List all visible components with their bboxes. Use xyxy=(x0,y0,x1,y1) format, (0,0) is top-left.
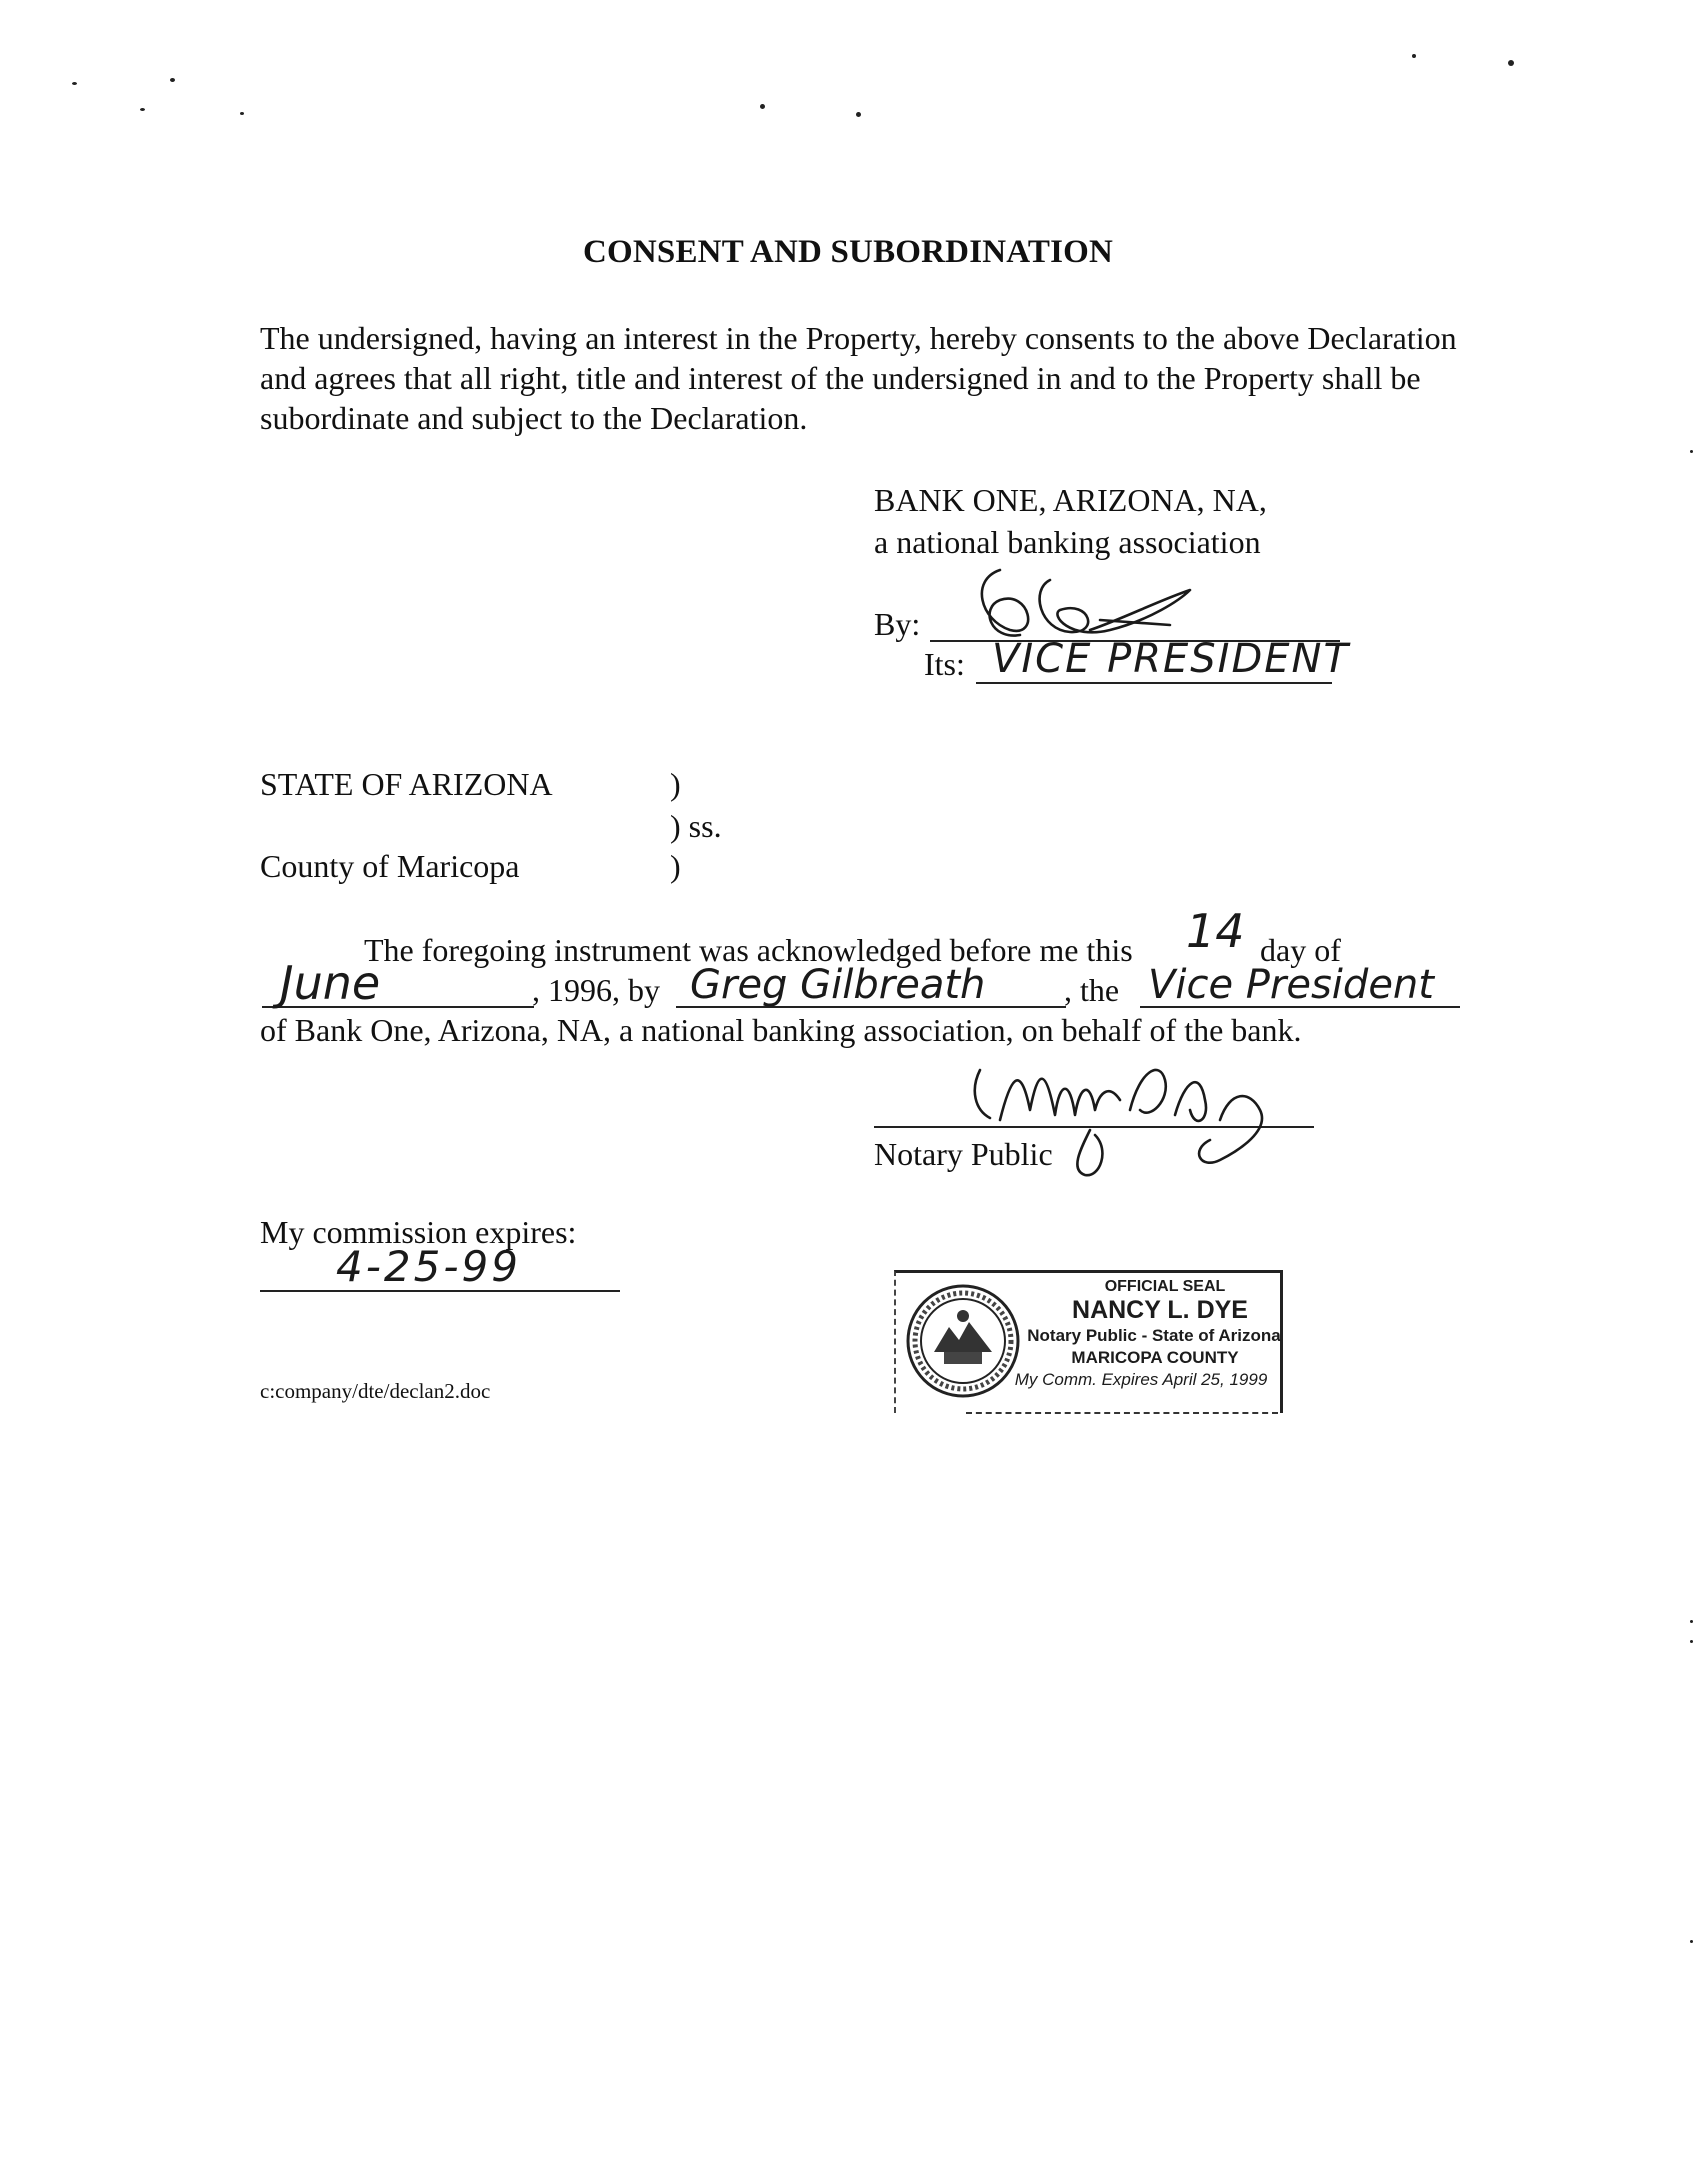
scan-speck xyxy=(1690,1640,1693,1643)
scan-speck xyxy=(1690,1620,1693,1623)
ack-month: June xyxy=(280,956,381,1010)
commission-date: 4-25-99 xyxy=(336,1242,521,1291)
venue-state: STATE OF ARIZONA xyxy=(260,766,553,802)
ack-line1-text: The foregoing instrument was acknowledged before me this xyxy=(364,932,1133,968)
ack-the: , the xyxy=(1064,972,1120,1008)
signatory-description: a national banking association xyxy=(874,524,1261,560)
scan-speck xyxy=(170,78,175,82)
scan-speck xyxy=(1690,450,1693,453)
ack-person: Greg Gilbreath xyxy=(690,962,986,1008)
venue-paren-bottom: ) xyxy=(670,848,681,884)
scan-speck xyxy=(240,112,244,115)
scan-speck xyxy=(1690,1940,1693,1943)
ack-day-of: day of xyxy=(1260,932,1341,968)
by-label: By: xyxy=(874,606,921,642)
commission-label: My commission expires: xyxy=(260,1214,577,1250)
scan-speck xyxy=(856,112,861,117)
ack-year-by: , 1996, by xyxy=(532,972,660,1008)
ack-title: Vice President xyxy=(1148,962,1434,1008)
venue-county: County of Maricopa xyxy=(260,848,520,884)
seal-line5: My Comm. Expires April 25, 1999 xyxy=(1014,1370,1268,1389)
venue-paren-top: ) xyxy=(670,766,681,802)
scan-speck xyxy=(72,82,77,85)
its-label: Its: xyxy=(924,646,965,682)
scan-speck xyxy=(1412,54,1416,58)
consent-paragraph: The undersigned, having an interest in the Property, hereby consents to the above Declaration and agrees that all right, title and interest of the undersigned in and to the Property shall be subordinate and subject to the Declaration. xyxy=(260,320,1457,436)
seal-line1: OFFICIAL SEAL xyxy=(1104,1278,1226,1295)
document-title: CONSENT AND SUBORDINATION xyxy=(582,234,1114,270)
scan-speck xyxy=(140,108,145,111)
its-value: VICE PRESIDENT xyxy=(992,636,1350,682)
notary-seal-bottom-edge xyxy=(966,1412,1278,1414)
seal-line4: MARICOPA COUNTY xyxy=(1071,1348,1239,1367)
file-path: c:company/dte/declan2.doc xyxy=(260,1379,491,1403)
seal-line2: NANCY L. DYE xyxy=(1072,1296,1248,1324)
scan-speck xyxy=(760,104,765,109)
notary-label: Notary Public xyxy=(874,1136,1053,1172)
ack-day: 14 xyxy=(1186,904,1245,958)
its-line xyxy=(976,682,1332,684)
scan-speck xyxy=(1508,60,1514,66)
venue-ss: ) ss. xyxy=(670,808,722,844)
ack-line3: of Bank One, Arizona, NA, a national banking association, on behalf of the bank. xyxy=(260,1012,1302,1048)
seal-line3: Notary Public - State of Arizona xyxy=(1027,1326,1281,1345)
signatory-name: BANK ONE, ARIZONA, NA, xyxy=(874,482,1267,518)
